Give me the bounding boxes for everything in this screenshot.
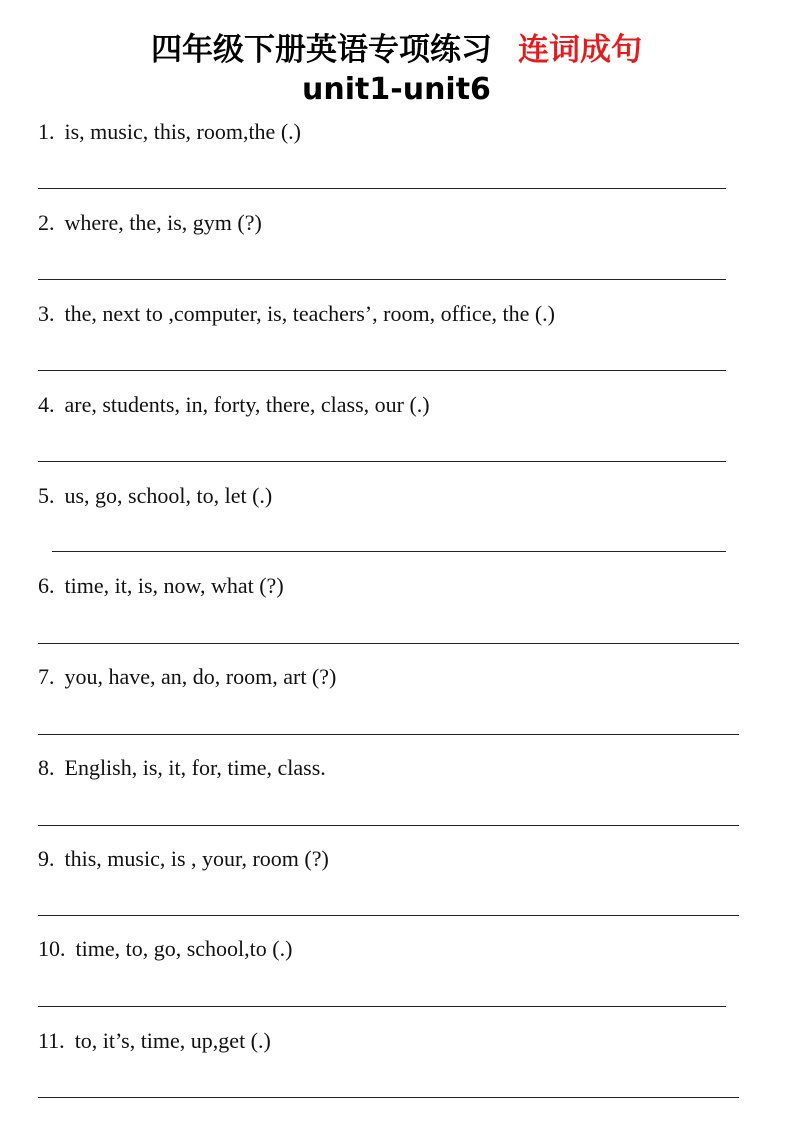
question-item bbox=[38, 210, 262, 236]
worksheet-title bbox=[0, 24, 793, 69]
question-item bbox=[38, 755, 326, 781]
question-item bbox=[38, 664, 336, 690]
question-text: where, the, is, gym (?) bbox=[64, 210, 262, 235]
question-number: 11. bbox=[38, 1028, 65, 1053]
title-highlight: 连词成句 bbox=[518, 32, 642, 68]
answer-line[interactable] bbox=[38, 1006, 726, 1007]
question-item bbox=[38, 936, 292, 962]
question-text: the, next to ,computer, is, teachers’, room, office, the (.) bbox=[64, 301, 555, 326]
title-subtitle: unit1-unit6 bbox=[302, 72, 491, 107]
question-number: 2. bbox=[38, 210, 55, 235]
question-item bbox=[38, 119, 301, 145]
question-item bbox=[38, 392, 430, 418]
question-text: this, music, is , your, room (?) bbox=[64, 846, 329, 871]
question-text: us, go, school, to, let (.) bbox=[64, 483, 273, 508]
answer-line[interactable] bbox=[38, 188, 726, 189]
question-text: time, it, is, now, what (?) bbox=[64, 573, 284, 598]
question-number: 5. bbox=[38, 483, 55, 508]
title-main: 四年级下册英语专项练习 bbox=[151, 32, 492, 68]
question-item bbox=[38, 1028, 271, 1054]
answer-line[interactable] bbox=[38, 370, 726, 371]
question-item bbox=[38, 573, 284, 599]
question-number: 4. bbox=[38, 392, 55, 417]
question-number: 9. bbox=[38, 846, 55, 871]
question-text: English, is, it, for, time, class. bbox=[64, 755, 326, 780]
answer-line[interactable] bbox=[52, 551, 726, 552]
question-text: is, music, this, room,the (.) bbox=[64, 119, 301, 144]
answer-line[interactable] bbox=[38, 461, 726, 462]
answer-line[interactable] bbox=[38, 643, 739, 644]
question-item bbox=[38, 301, 555, 327]
question-number: 6. bbox=[38, 573, 55, 598]
question-text: you, have, an, do, room, art (?) bbox=[64, 664, 337, 689]
question-text: time, to, go, school,to (.) bbox=[75, 936, 293, 961]
question-item bbox=[38, 483, 272, 509]
question-number: 8. bbox=[38, 755, 55, 780]
answer-line[interactable] bbox=[38, 915, 739, 916]
question-item bbox=[38, 846, 329, 872]
question-number: 10. bbox=[38, 936, 66, 961]
question-text: to, it’s, time, up,get (.) bbox=[74, 1028, 271, 1053]
answer-line[interactable] bbox=[38, 1097, 739, 1098]
question-number: 3. bbox=[38, 301, 55, 326]
question-text: are, students, in, forty, there, class, our (.) bbox=[64, 392, 430, 417]
question-number: 1. bbox=[38, 119, 55, 144]
question-number: 7. bbox=[38, 664, 55, 689]
answer-line[interactable] bbox=[38, 279, 726, 280]
answer-line[interactable] bbox=[38, 734, 739, 735]
answer-line[interactable] bbox=[38, 825, 739, 826]
